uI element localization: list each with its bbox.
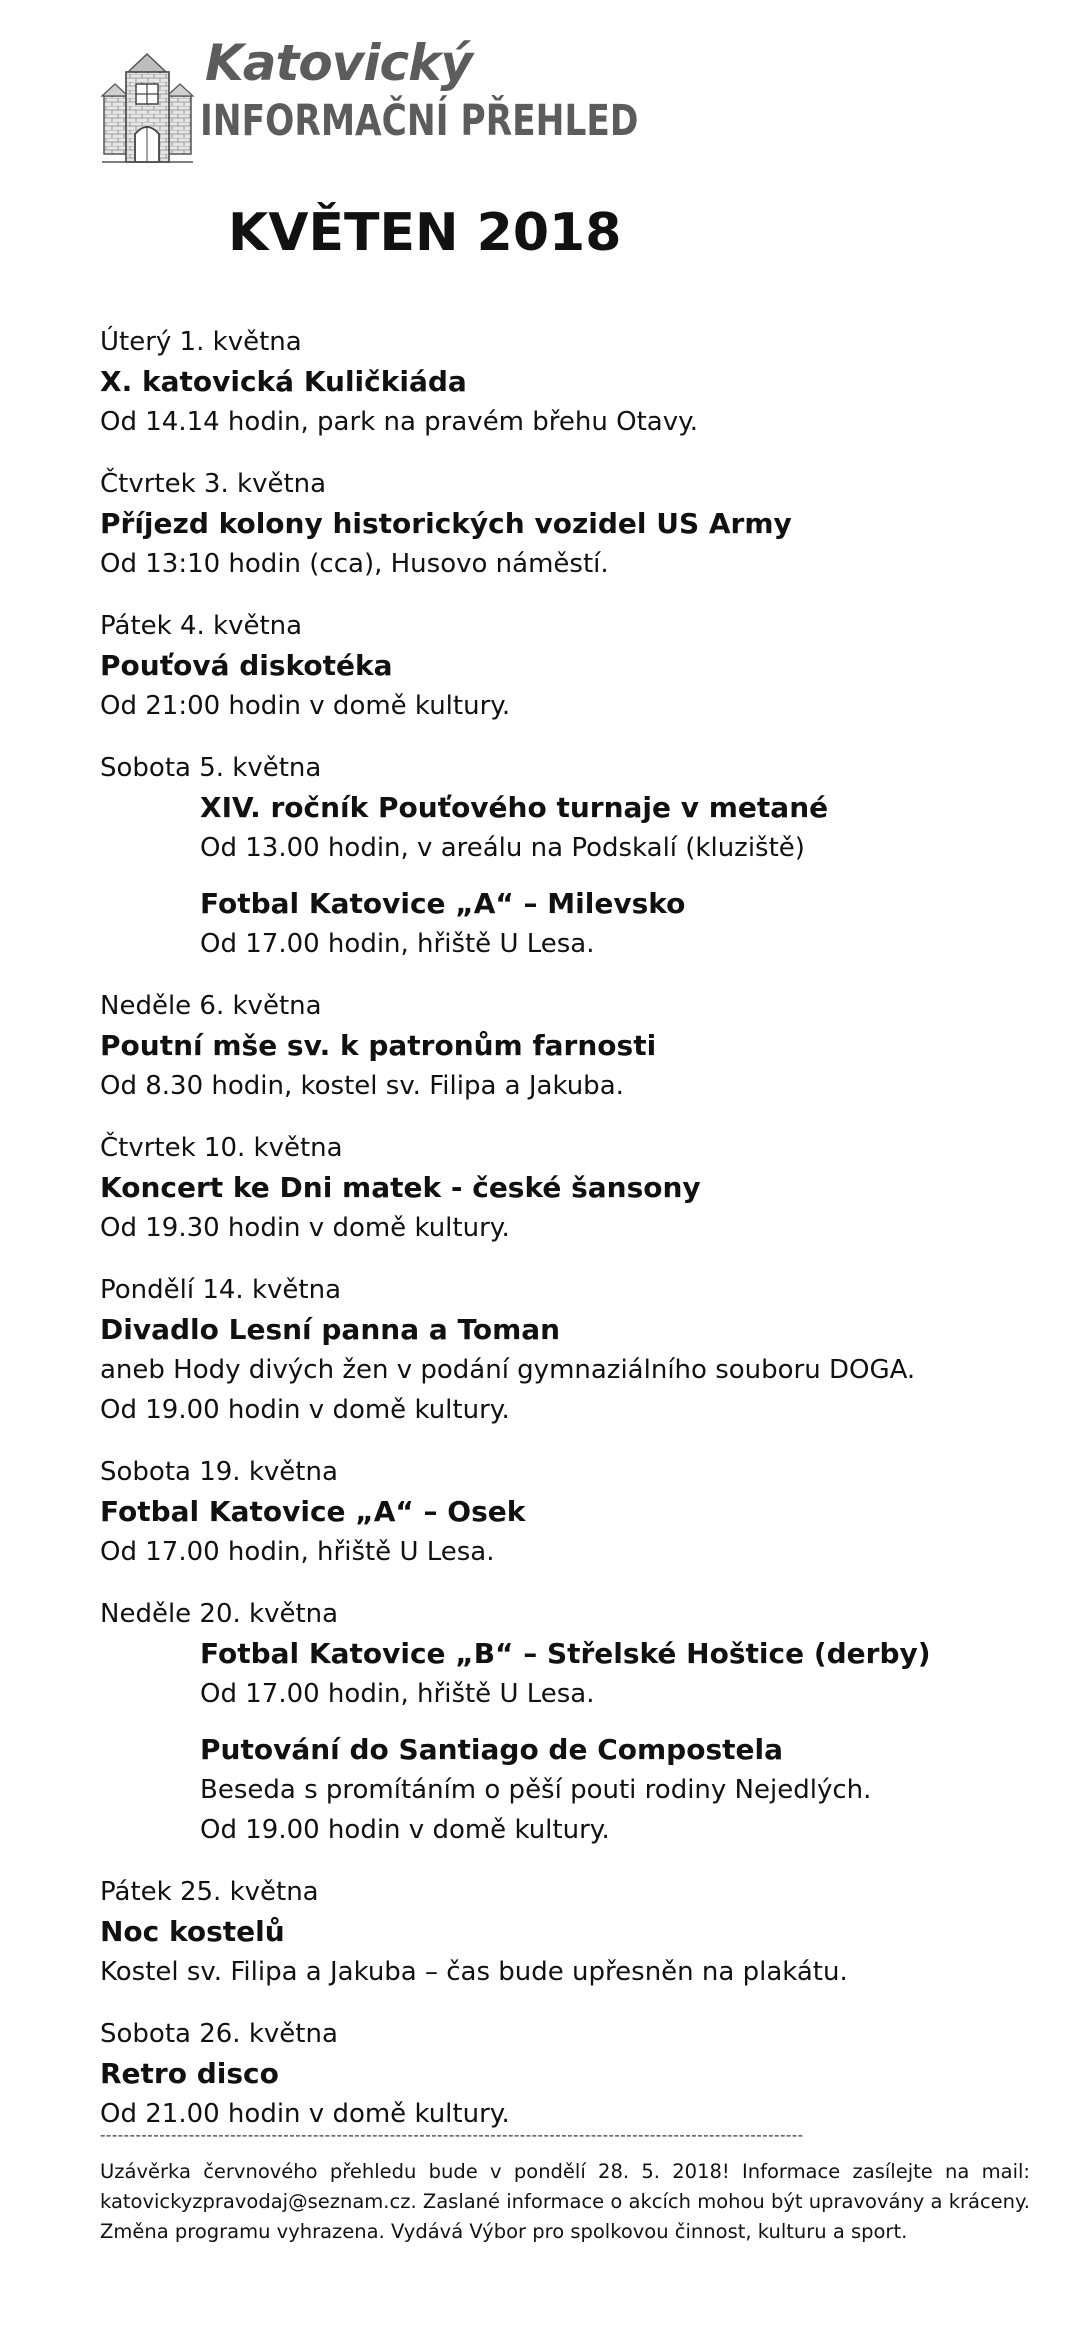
brand-title-line2: INFORMAČNÍ PŘEHLED: [200, 96, 639, 146]
event-list: [100, 322, 1040, 2156]
brand-title-line1: Katovický: [205, 34, 472, 92]
event-detail: Od 21:00 hodin v domě kultury.: [100, 691, 511, 721]
event-day-block: [100, 464, 1040, 584]
event-item: [100, 362, 1040, 442]
event-detail: Od 17.00 hodin, hřiště U Lesa.: [200, 1679, 595, 1709]
town-emblem-logo: [100, 50, 195, 170]
event-item: [100, 1026, 1040, 1106]
event-item: [100, 1634, 1040, 1714]
event-title: Příjezd kolony historických vozidel US Army: [100, 507, 792, 540]
event-detail: Beseda s promítáním o pěší pouti rodiny Nejedlých.: [200, 1775, 872, 1805]
event-day-block: [100, 1872, 1040, 1992]
event-day-block: [100, 986, 1040, 1106]
event-detail: Od 21.00 hodin v domě kultury.: [100, 2099, 510, 2129]
event-date: Čtvrtek 3. května: [100, 469, 327, 499]
event-item: [100, 1168, 1040, 1248]
event-detail: Kostel sv. Filipa a Jakuba – čas bude upřesněn na plakátu.: [100, 1957, 848, 1987]
event-title: Putování do Santiago de Compostela: [200, 1733, 783, 1766]
event-detail: Od 17.00 hodin, hřiště U Lesa.: [100, 1537, 495, 1567]
event-day-block: [100, 1270, 1040, 1430]
footer-note: Uzávěrka červnového přehledu bude v pondělí 28. 5. 2018! Informace zasílejte na mail: katovickyzpravodaj@seznam.cz. Zaslané informace o akcích mohou být upravovány a kráceny. Změna programu vyhrazena. Vydává Výbor pro spolkovou činnost, kulturu a sport.: [100, 2160, 1030, 2243]
event-detail: aneb Hody divých žen v podání gymnaziálního souboru DOGA.: [100, 1355, 916, 1385]
event-item: [100, 646, 1040, 726]
event-date: Neděle 20. května: [100, 1599, 339, 1629]
event-title: Pouťová diskotéka: [100, 649, 393, 682]
page-title: KVĚTEN 2018: [228, 203, 622, 263]
event-item: [100, 788, 1040, 868]
event-day-block: [100, 1594, 1040, 1850]
event-date: Sobota 26. května: [100, 2019, 338, 2049]
event-day-block: [100, 322, 1040, 442]
dashed-divider: -----------------------------------------------------------------------------------------------------------------------: [100, 2126, 804, 2144]
event-day-block: [100, 1128, 1040, 1248]
event-title: Retro disco: [100, 2057, 279, 2090]
event-detail: Od 19.00 hodin v domě kultury.: [100, 1395, 510, 1425]
event-date: Úterý 1. května: [100, 327, 302, 357]
event-title: Fotbal Katovice „B“ – Střelské Hoštice (derby): [200, 1637, 931, 1670]
event-detail: Od 8.30 hodin, kostel sv. Filipa a Jakuba.: [100, 1071, 624, 1101]
event-date: Sobota 19. května: [100, 1457, 338, 1487]
event-day-block: [100, 748, 1040, 964]
event-date: Pátek 25. května: [100, 1877, 319, 1907]
event-date: Pátek 4. května: [100, 611, 303, 641]
event-item: [100, 1310, 1040, 1430]
event-detail: Od 13.00 hodin, v areálu na Podskalí (kluziště): [200, 833, 805, 863]
event-title: Fotbal Katovice „A“ – Milevsko: [200, 887, 686, 920]
event-day-block: [100, 606, 1040, 726]
event-item: [100, 1912, 1040, 1992]
event-title: XIV. ročník Pouťového turnaje v metané: [200, 791, 829, 824]
event-title: Divadlo Lesní panna a Toman: [100, 1313, 561, 1346]
event-item: [100, 884, 1040, 964]
event-title: X. katovická Kuličkiáda: [100, 365, 467, 398]
event-date: Neděle 6. května: [100, 991, 322, 1021]
event-detail: Od 19.30 hodin v domě kultury.: [100, 1213, 510, 1243]
event-detail: Od 13:10 hodin (cca), Husovo náměstí.: [100, 549, 609, 579]
event-date: Sobota 5. května: [100, 753, 322, 783]
event-item: [100, 2054, 1040, 2134]
event-item: [100, 504, 1040, 584]
event-detail: Od 14.14 hodin, park na pravém břehu Otavy.: [100, 407, 699, 437]
event-item: [100, 1492, 1040, 1572]
event-title: Poutní mše sv. k patronům farnosti: [100, 1029, 657, 1062]
event-title: Fotbal Katovice „A“ – Osek: [100, 1495, 526, 1528]
event-day-block: [100, 2014, 1040, 2134]
event-date: Pondělí 14. května: [100, 1275, 342, 1305]
event-date: Čtvrtek 10. května: [100, 1133, 343, 1163]
event-detail: Od 19.00 hodin v domě kultury.: [200, 1815, 610, 1845]
event-title: Koncert ke Dni matek - české šansony: [100, 1171, 701, 1204]
event-day-block: [100, 1452, 1040, 1572]
event-item: [100, 1730, 1040, 1850]
event-detail: Od 17.00 hodin, hřiště U Lesa.: [200, 929, 595, 959]
event-title: Noc kostelů: [100, 1915, 285, 1948]
